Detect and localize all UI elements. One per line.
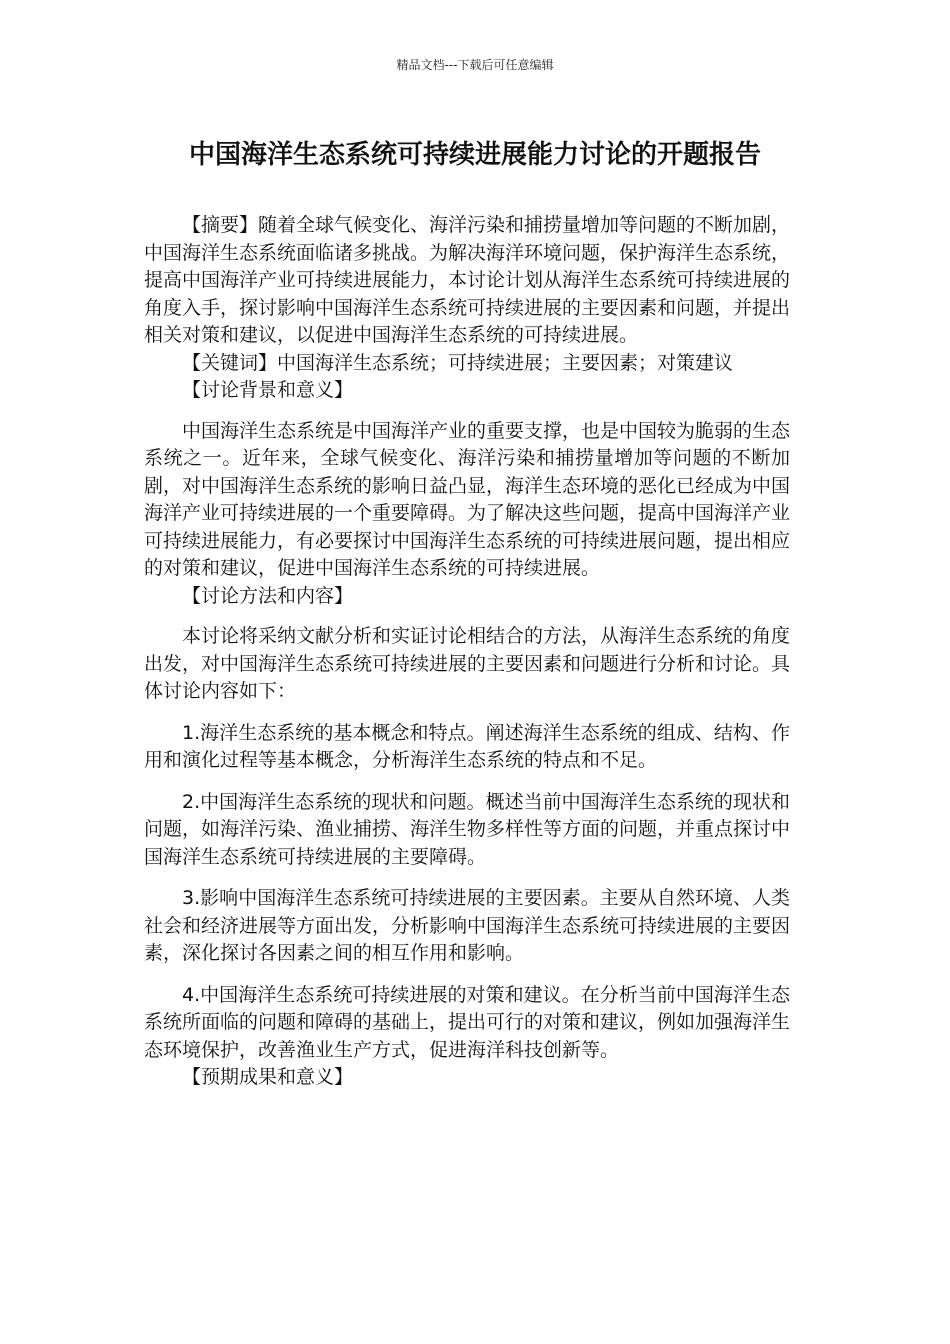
list-item-4: 4.中国海洋生态系统可持续进展的对策和建议。在分析当前中国海洋生态系统所面临的问题和障碍的基础上，提出可行的对策和建议，例如加强海洋生态环境保护，改善渔业生产方式，促进海洋科技创新等。 — [144, 983, 791, 1061]
section-heading-results: 【预期成果和意义】 — [182, 1066, 354, 1088]
list-item-3: 3.影响中国海洋生态系统可持续进展的主要因素。主要从自然环境、人类社会和经济进展等方面出发，分析影响中国海洋生态系统可持续进展的主要因素，深化探讨各因素之间的相互作用和影响。 — [144, 887, 791, 964]
abstract-paragraph: 【摘要】随着全球气候变化、海洋污染和捕捞量增加等问题的不断加剧，中国海洋生态系统面临诸多挑战。为解决海洋环境问题，保护海洋生态系统，提高中国海洋产业可持续进展能力，本讨论计划从海洋生态系统可持续进展的角度入手，探讨影响中国海洋生态系统可持续进展的主要因素和问题，并提出相关对策和建议，以促进中国海洋生态系统的可持续进展。 — [144, 214, 791, 346]
document-title: 中国海洋生态系统可持续进展能力讨论的开题报告 — [188, 140, 761, 170]
header-note: 精品文档---下载后可任意编辑 — [396, 58, 554, 72]
list-item-1: 1.海洋生态系统的基本概念和特点。阐述海洋生态系统的组成、结构、作用和演化过程等基本概念，分析海洋生态系统的特点和不足。 — [144, 721, 790, 771]
background-paragraph: 中国海洋生态系统是中国海洋产业的重要支撑，也是中国较为脆弱的生态系统之一。近年来，全球气候变化、海洋污染和捕捞量增加等问题的不断加剧，对中国海洋生态系统的影响日益凸显，海洋生态环境的恶化已经成为中国海洋产业可持续进展的一个重要障碍。为了解决这些问题，提高中国海洋产业可持续进展能力，有必要探讨中国海洋生态系统的可持续进展问题，提出相应的对策和建议，促进中国海洋生态系统的可持续进展。 — [144, 419, 791, 579]
list-item-2: 2.中国海洋生态系统的现状和问题。概述当前中国海洋生态系统的现状和问题，如海洋污染、渔业捕捞、海洋生物多样性等方面的问题，并重点探讨中国海洋生态系统可持续进展的主要障碍。 — [144, 790, 791, 868]
section-heading-background: 【讨论背景和意义】 — [182, 379, 354, 401]
document-body — [144, 212, 790, 1092]
section-heading-methods: 【讨论方法和内容】 — [182, 584, 354, 607]
methods-paragraph: 本讨论将采纳文献分析和实证讨论相结合的方法，从海洋生态系统的角度出发，对中国海洋生态系统可持续进展的主要因素和问题进行分析和讨论。具体讨论内容如下： — [144, 625, 791, 702]
keywords-line: 【关键词】中国海洋生态系统；可持续进展；主要因素；对策建议 — [182, 351, 734, 374]
